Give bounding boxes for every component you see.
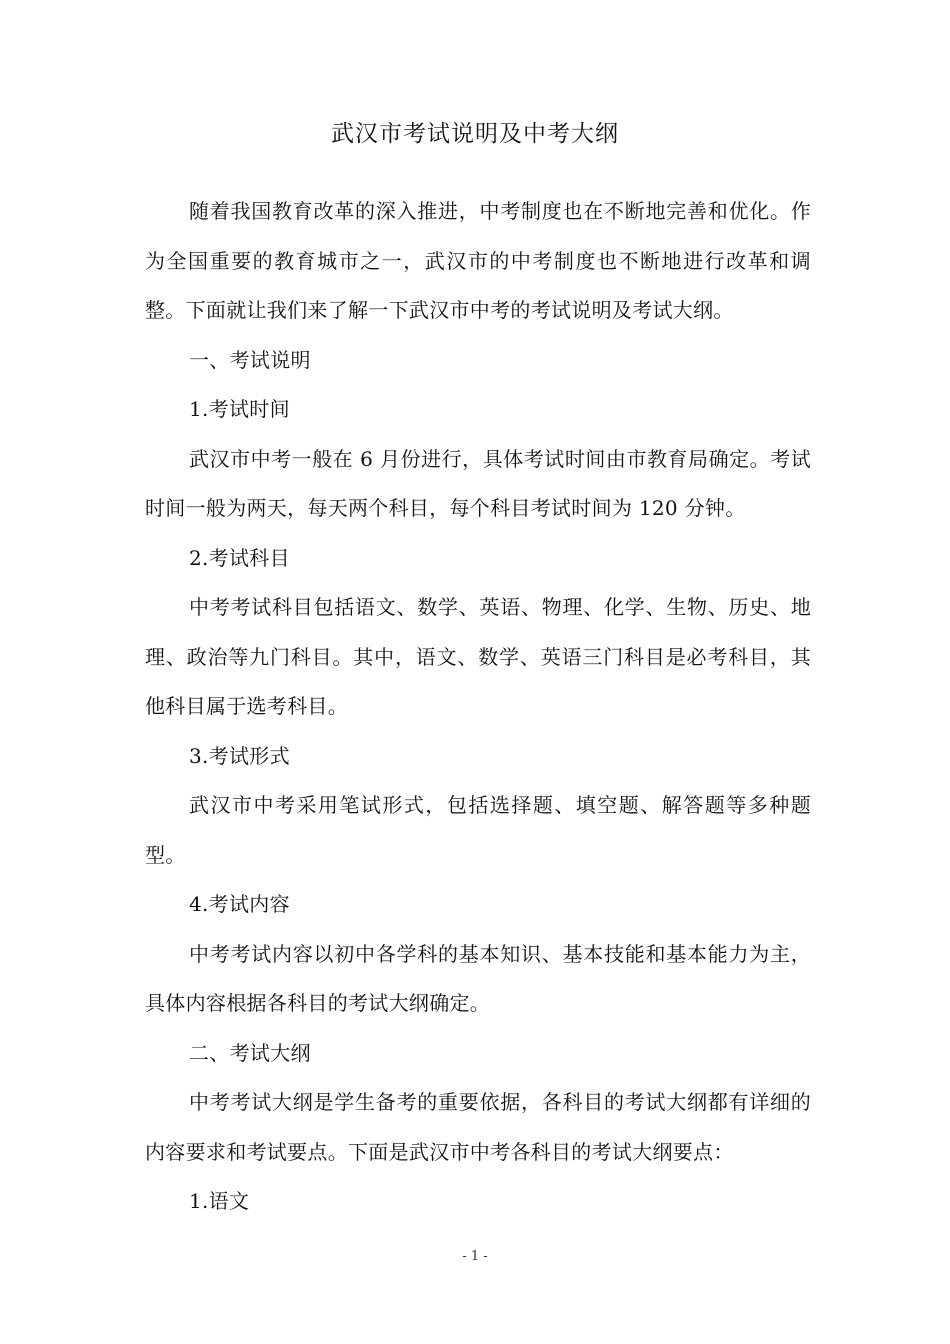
- page-number: - 1 -: [462, 1249, 488, 1264]
- paragraph-exam-syllabus: 中考考试大纲是学生备考的重要依据，各科目的考试大纲都有详细的内容要求和考试要点。下面是武汉市中考各科目的考试大纲要点：: [145, 1090, 811, 1164]
- subheading-exam-format: 3.考试形式: [189, 743, 290, 768]
- subheading-exam-subjects: 2.考试科目: [189, 545, 290, 570]
- paragraph-exam-content: 中考考试内容以初中各学科的基本知识、基本技能和基本能力为主，具体内容根据各科目的考试大纲确定。: [145, 941, 811, 1015]
- document-title: 武汉市考试说明及中考大纲: [331, 121, 619, 147]
- section-heading-exam-syllabus: 二、考试大纲: [189, 1040, 311, 1065]
- document-body: [145, 187, 811, 1227]
- subheading-exam-content: 4.考试内容: [189, 892, 290, 916]
- subheading-chinese: 1.语文: [189, 1189, 250, 1213]
- subheading-exam-time: 1.考试时间: [189, 397, 290, 421]
- paragraph-intro: 随着我国教育改革的深入推进，中考制度也在不断地完善和优化。作为全国重要的教育城市之一，武汉市的中考制度也不断地进行改革和调整。下面就让我们来了解一下武汉市中考的考试说明及考试大纲。: [145, 199, 811, 322]
- paragraph-exam-subjects: 中考考试科目包括语文、数学、英语、物理、化学、生物、历史、地理、政治等九门科目。其中，语文、数学、英语三门科目是必考科目，其他科目属于选考科目。: [145, 595, 811, 718]
- section-heading-exam-description: 一、考试说明: [189, 347, 311, 372]
- paragraph-exam-time: 武汉市中考一般在 6 月份进行，具体考试时间由市教育局确定。考试时间一般为两天，每天两个科目，每个科目考试时间为 120 分钟。: [145, 446, 811, 520]
- paragraph-exam-format: 武汉市中考采用笔试形式，包括选择题、填空题、解答题等多种题型。: [145, 793, 811, 867]
